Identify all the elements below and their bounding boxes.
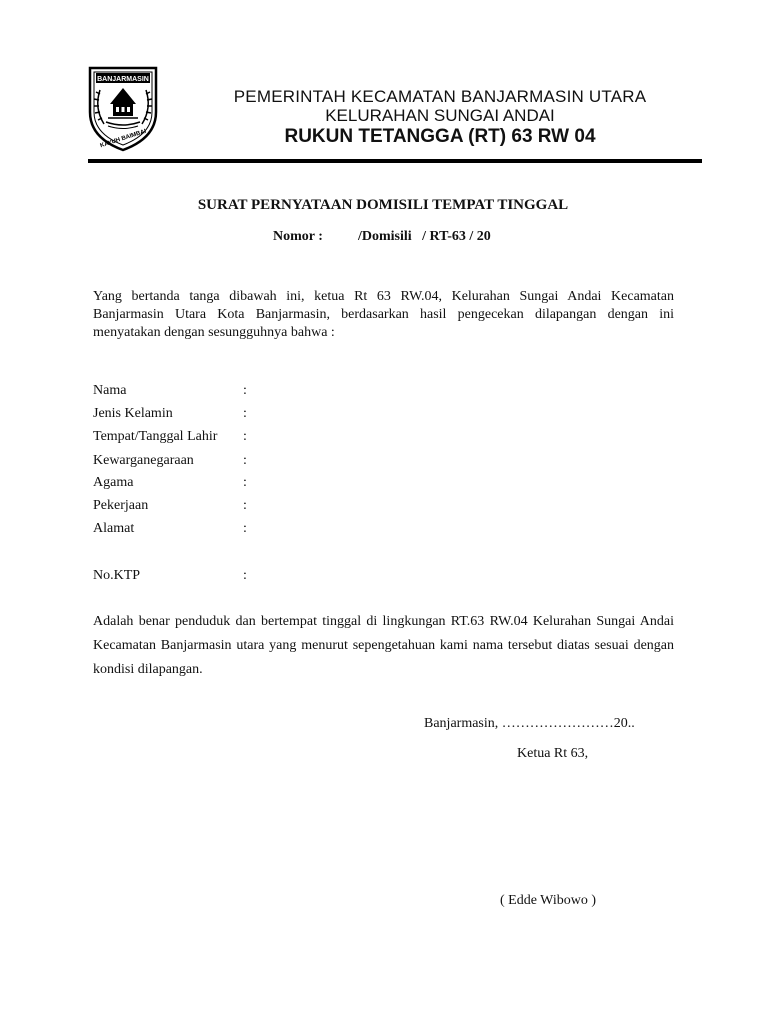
field-label-jenis-kelamin: Jenis Kelamin	[93, 406, 173, 421]
document-number-label: Nomor :	[273, 229, 323, 244]
field-label-alamat: Alamat	[93, 521, 135, 536]
document-number	[273, 229, 491, 245]
document-title: SURAT PERNYATAAN DOMISILI TEMPAT TINGGAL	[197, 197, 569, 213]
signatory-name: ( Edde Wibowo )	[500, 893, 596, 908]
place-date: Banjarmasin, ……………………20..	[424, 716, 635, 731]
field-colon: :	[243, 521, 247, 536]
field-label-agama: Agama	[93, 475, 134, 490]
field-colon: :	[243, 475, 247, 490]
field-colon: :	[243, 453, 247, 468]
document-number-value: /Domisili / RT-63 / 20	[358, 229, 491, 244]
letterhead-kelurahan: KELURAHAN SUNGAI ANDAI	[325, 106, 555, 125]
field-label-no-ktp: No.KTP	[93, 568, 141, 583]
field-colon: :	[243, 429, 247, 444]
signatory-title: Ketua Rt 63,	[517, 746, 589, 761]
letterhead-divider	[88, 159, 702, 163]
field-colon: :	[243, 498, 247, 513]
field-label-nama: Nama	[93, 383, 127, 398]
field-colon: :	[243, 383, 247, 398]
field-label-pekerjaan: Pekerjaan	[93, 498, 149, 513]
field-colon: :	[243, 568, 247, 583]
letterhead-rt: RUKUN TETANGGA (RT) 63 RW 04	[284, 126, 596, 147]
field-label-tempat-tanggal-lahir: Tempat/Tanggal Lahir	[93, 429, 218, 444]
statement-paragraph: Adalah benar penduduk dan bertempat tinggal di lingkungan RT.63 RW.04 Kelurahan Sungai Andai Kecamatan Banjarmasin utara yang menurut sepengetahuan kami nama tersebut diatas sesuai dengan kondisi dilapangan.	[93, 614, 674, 677]
letterhead-government: PEMERINTAH KECAMATAN BANJARMASIN UTARA	[233, 87, 647, 106]
svg-text:KAYUH BAIMBAI: KAYUH BAIMBAI	[99, 128, 148, 150]
field-colon: :	[243, 406, 247, 421]
banjarmasin-emblem-icon	[84, 60, 162, 152]
svg-text:BANJARMASIN: BANJARMASIN	[97, 76, 149, 83]
intro-paragraph: Yang bertanda tanga dibawah ini, ketua Rt 63 RW.04, Kelurahan Sungai Andai Kecamatan Banjarmasin Utara Kota Banjarmasin, berdasarkan hasil pengecekan dilapangan dengan ini menyatakan dengan sesungguhnya bahwa :	[93, 289, 674, 340]
field-label-kewarganegaraan: Kewarganegaraan	[93, 453, 194, 468]
